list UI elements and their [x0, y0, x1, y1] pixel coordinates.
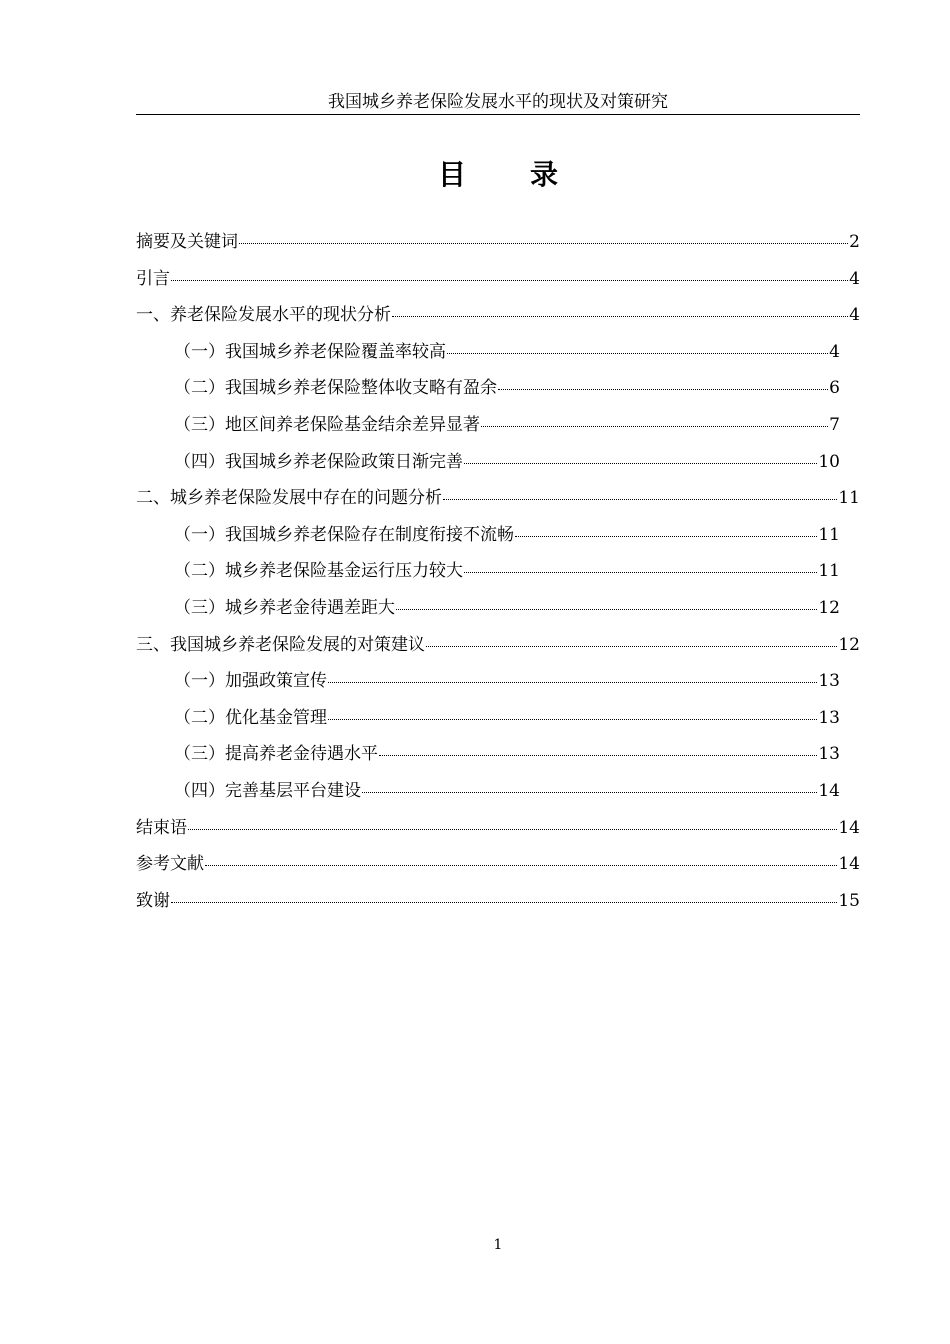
toc-title-char-2: 录	[530, 158, 559, 191]
toc-leader-dots	[392, 316, 848, 317]
toc-entry-page: 7	[829, 414, 840, 435]
toc-entry[interactable]	[136, 810, 860, 847]
toc-entry-text: 摘要及关键词	[136, 232, 238, 252]
toc-leader-dots	[464, 572, 817, 573]
toc-subentry[interactable]	[136, 736, 860, 773]
toc-entry-page: 13	[818, 671, 840, 692]
toc-entry-text: （三）城乡养老金待遇差距大	[174, 597, 395, 618]
toc-subentry[interactable]	[136, 663, 860, 700]
toc-title-char-1: 目	[437, 158, 466, 191]
toc-entry-page: 4	[849, 305, 860, 326]
toc-entry-text: （一）加强政策宣传	[174, 671, 327, 692]
toc-subentry[interactable]	[136, 700, 860, 737]
toc-leader-dots	[171, 280, 848, 281]
toc-entry-page: 14	[838, 817, 860, 838]
toc-subentry[interactable]	[136, 517, 860, 554]
toc-entry-text: 三、我国城乡养老保险发展的对策建议	[136, 634, 425, 655]
toc-leader-dots	[396, 609, 817, 610]
toc-leader-dots	[464, 463, 817, 464]
toc-subentry[interactable]	[136, 407, 860, 444]
toc-entry-text: （二）城乡养老保险基金运行压力较大	[174, 561, 463, 582]
toc-entry-text: 一、养老保险发展水平的现状分析	[136, 305, 391, 326]
toc-entry-page: 6	[829, 378, 840, 399]
toc-leader-dots	[498, 389, 828, 390]
toc-entry-page: 11	[838, 488, 860, 509]
toc-entry-page: 13	[818, 744, 840, 765]
toc-leader-dots	[481, 426, 828, 427]
toc-entry-text: （一）我国城乡养老保险存在制度衔接不流畅	[174, 524, 514, 545]
toc-leader-dots	[362, 792, 817, 793]
toc-leader-dots	[171, 902, 837, 903]
toc-entry-text: 参考文献	[136, 854, 204, 875]
toc-entry-text: （三）地区间养老保险基金结余差异显著	[174, 414, 480, 435]
toc-title	[136, 158, 860, 192]
toc-leader-dots	[379, 755, 817, 756]
toc-entry-page: 2	[849, 232, 860, 252]
toc-entry-page: 13	[818, 707, 840, 728]
toc-entry-text: 二、城乡养老保险发展中存在的问题分析	[136, 488, 442, 509]
toc-entry[interactable]	[136, 224, 860, 261]
toc-entry-text: 致谢	[136, 890, 170, 911]
toc-leader-dots	[443, 499, 837, 500]
toc-subentry[interactable]	[136, 334, 860, 371]
toc-entry-page: 12	[818, 597, 840, 618]
toc-entry-page: 11	[818, 524, 840, 545]
toc-entry-page: 4	[829, 341, 840, 362]
page-number: 1	[493, 1237, 503, 1253]
toc-leader-dots	[515, 536, 817, 537]
toc-subentry[interactable]	[136, 773, 860, 810]
toc-leader-dots	[447, 353, 828, 354]
toc-entry-text: （一）我国城乡养老保险覆盖率较高	[174, 341, 446, 362]
header-rule	[136, 114, 860, 115]
toc-entry-text: （四）我国城乡养老保险政策日渐完善	[174, 451, 463, 472]
toc-entry-text: （三）提高养老金待遇水平	[174, 744, 378, 765]
toc-entry[interactable]	[136, 846, 860, 883]
toc-subentry[interactable]	[136, 590, 860, 627]
table-of-contents	[136, 224, 860, 919]
toc-entry-text: 引言	[136, 268, 170, 289]
toc-leader-dots	[205, 865, 837, 866]
toc-leader-dots	[426, 646, 837, 647]
toc-entry-page: 12	[838, 634, 860, 655]
toc-entry[interactable]	[136, 883, 860, 920]
toc-leader-dots	[328, 682, 817, 683]
toc-subentry[interactable]	[136, 553, 860, 590]
toc-leader-dots	[188, 829, 837, 830]
toc-entry-page: 15	[838, 890, 860, 911]
toc-entry-page: 4	[849, 268, 860, 289]
toc-entry-text: 结束语	[136, 817, 187, 838]
toc-entry[interactable]	[136, 261, 860, 298]
toc-entry-page: 14	[818, 780, 840, 801]
toc-entry-page: 11	[818, 561, 840, 582]
toc-entry-text: （二）我国城乡养老保险整体收支略有盈余	[174, 378, 497, 399]
toc-subentry[interactable]	[136, 370, 860, 407]
toc-subentry[interactable]	[136, 444, 860, 481]
toc-entry-page: 14	[838, 854, 860, 875]
running-header: 我国城乡养老保险发展水平的现状及对策研究	[328, 92, 668, 112]
toc-leader-dots	[239, 243, 848, 244]
toc-entry[interactable]	[136, 297, 860, 334]
toc-entry[interactable]	[136, 480, 860, 517]
toc-entry-text: （四）完善基层平台建设	[174, 780, 361, 801]
toc-entry[interactable]	[136, 627, 860, 664]
toc-entry-text: （二）优化基金管理	[174, 707, 327, 728]
toc-leader-dots	[328, 719, 817, 720]
toc-entry-page: 10	[818, 451, 840, 472]
